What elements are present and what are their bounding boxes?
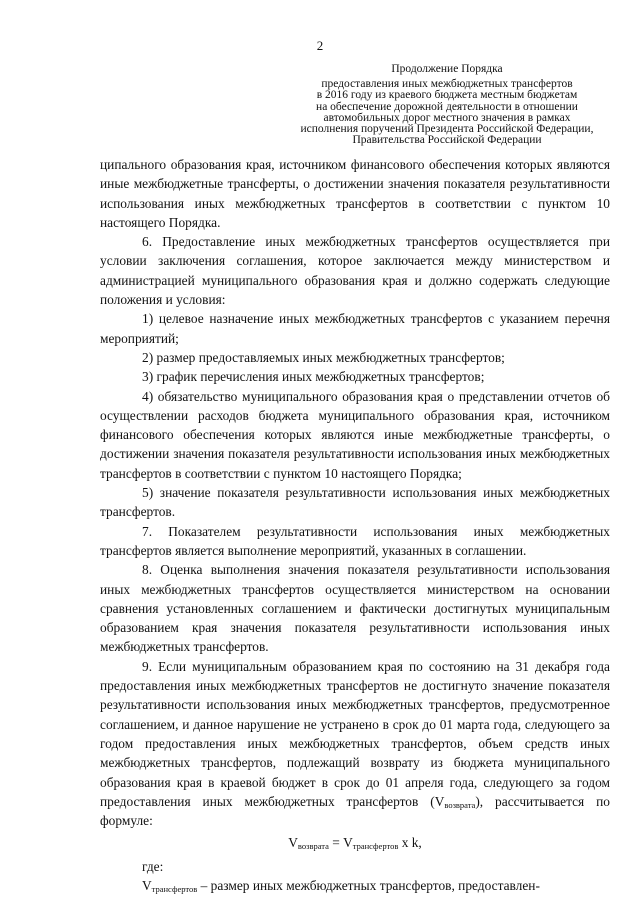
where-label: где: xyxy=(142,858,164,874)
list-item-3: 3) график перечисления иных межбюджетных трансфертов; xyxy=(142,369,485,385)
formula-sub-return: возврата xyxy=(297,841,329,852)
definition-v: V xyxy=(142,877,152,893)
paragraph-9-tail: ), рассчитывается по формуле: xyxy=(100,793,610,829)
paragraph-9-text: 9. Если муниципальным образованием края по состоянию на 31 декабря года предоставления иных межбюджетных трансфертов не достигнуто значение показателя результативности использования иных межбюджетных трансфертов, предусмотренное соглашением, и данное нарушение не устранено в срок до 01 марта года, следующего за годом предоставления иных межбюджетных трансфертов, объем средств иных межбюджетных трансфертов, подлежащий возврату из бюджета муниципального образования края в краевой бюджет в срок до 01 апреля года, следующего за годом предоставления иных межбюджетных трансфертов (V xyxy=(100,658,610,809)
header-line: предоставления иных межбюджетных трансфертов xyxy=(321,78,573,91)
header-line: исполнения поручений Президента Российской Федерации, xyxy=(300,123,594,136)
paragraph-6: 6. Предоставление иных межбюджетных трансфертов осуществляется при условии заключения соглашения, которое заключается между министерством и администрацией муниципального образования края и должно содержать следующие положения и условия: xyxy=(100,234,610,308)
subscript: возврата xyxy=(444,799,476,810)
formula xyxy=(100,833,610,852)
page-number: 2 xyxy=(316,38,324,53)
header-line: автомобильных дорог местного значения в рамках xyxy=(323,111,571,124)
paragraph-7: 7. Показателем результативности использования иных межбюджетных трансфертов является выполнение мероприятий, указанных в соглашении. xyxy=(100,523,610,558)
header-line: на обеспечение дорожной деятельности в отношении xyxy=(316,100,578,113)
document-body xyxy=(100,155,610,895)
list-item-4: 4) обязательство муниципального образования края о представлении отчетов об осуществлении расходов бюджета муниципального образования края, источником финансового обеспечения которых являются иные межбюджетные трансферты, о достижении значения показателя результативности использования иных межбюджетных трансфертов в соответствии с пунктом 10 настоящего Порядка; xyxy=(100,388,610,481)
document-header xyxy=(282,64,612,146)
formula-tail: x k, xyxy=(398,835,422,851)
definition-sub: трансфертов xyxy=(151,883,198,894)
formula-sub-transfer: трансфертов xyxy=(352,841,399,852)
header-title: Продолжение Порядка xyxy=(391,63,503,75)
list-item-5: 5) значение показателя результативности использования иных межбюджетных трансфертов. xyxy=(100,485,610,520)
list-item-1: 1) целевое назначение иных межбюджетных трансфертов с указанием перечня мероприятий; xyxy=(100,311,610,346)
header-line: Правительства Российской Федерации xyxy=(352,134,542,147)
paragraph-9 xyxy=(100,657,610,831)
header-line: в 2016 году из краевого бюджета местным бюджетам xyxy=(316,89,578,102)
formula-v: V xyxy=(288,835,298,851)
paragraph-continuation: ципального образования края, источником финансового обеспечения которых являются иные межбюджетные трансферты, о достижении значения показателя результативности использования иных межбюджетных трансфертов в соответствии с пунктом 10 настоящего Порядка. xyxy=(100,157,610,230)
definition-line xyxy=(100,876,610,895)
list-item-2: 2) размер предоставляемых иных межбюджетных трансфертов; xyxy=(142,349,505,365)
paragraph-8: 8. Оценка выполнения значения показателя результативности использования иных межбюджетных трансфертов осуществляется министерством на основании сравнения установленных соглашением и фактически достигнутых муниципальным образованием края значения показателя результативности использования иных межбюджетных трансфертов. xyxy=(100,562,610,655)
definition-text: – размер иных межбюджетных трансфертов, предоставлен- xyxy=(197,877,540,893)
formula-eq: = V xyxy=(328,835,353,851)
